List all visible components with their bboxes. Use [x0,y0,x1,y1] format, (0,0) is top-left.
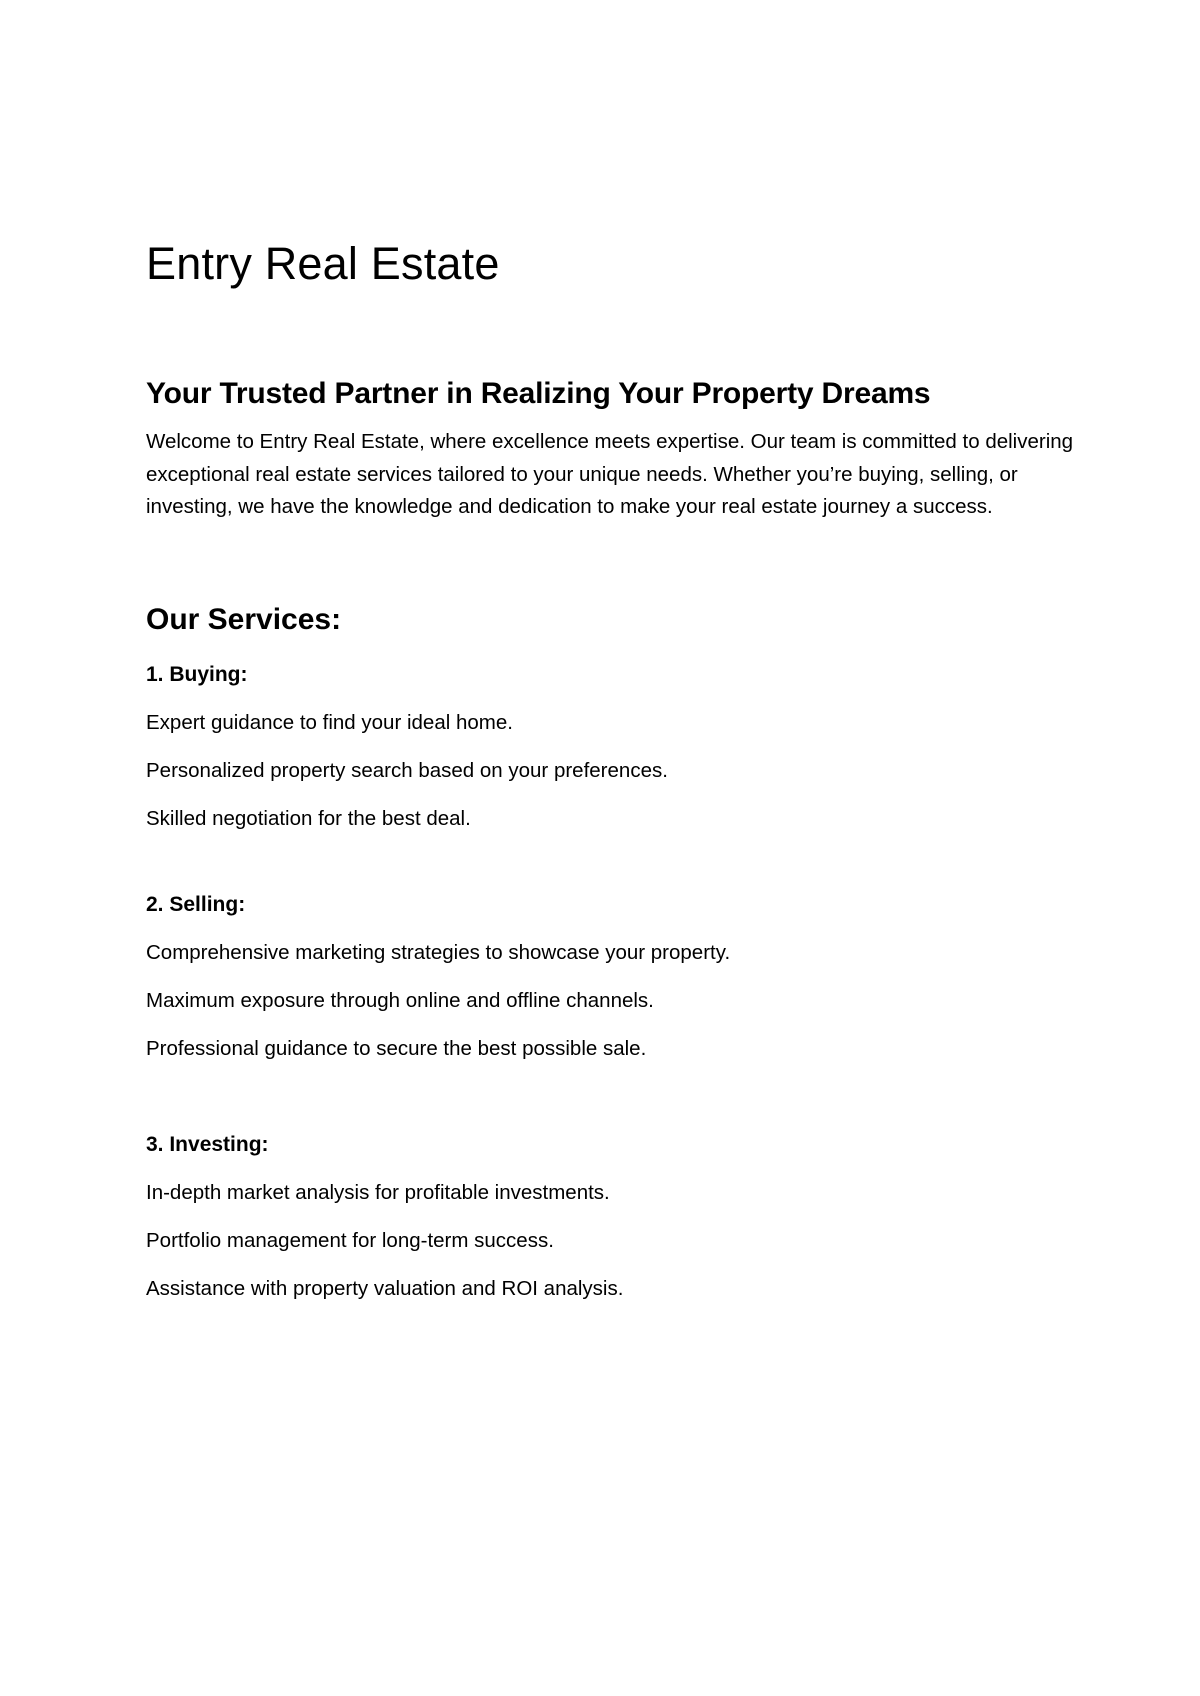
services-heading: Our Services: [146,602,342,636]
service-section-selling [146,890,1086,1064]
service-section-buying [146,660,1086,834]
section-heading: 1. Buying: [146,662,248,686]
service-item: Assistance with property valuation and ROI analysis. [146,1276,624,1300]
service-item: Comprehensive marketing strategies to showcase your property. [146,940,731,964]
service-item: Personalized property search based on your preferences. [146,758,668,782]
intro-paragraph: Welcome to Entry Real Estate, where excellence meets expertise. Our team is committed to delivering exceptional real estate services tailored to your unique needs. Whether you’re buying, selling, or investing, we have the knowledge and dedication to make your real estate journey a success. [146,430,1074,518]
document-content [146,236,1086,1304]
service-item: In-depth market analysis for profitable investments. [146,1180,610,1204]
service-item: Maximum exposure through online and offline channels. [146,988,654,1012]
document-subtitle: Your Trusted Partner in Realizing Your Property Dreams [146,377,931,410]
service-item: Professional guidance to secure the best possible sale. [146,1036,647,1060]
section-heading: 2. Selling: [146,892,246,916]
service-item: Expert guidance to find your ideal home. [146,710,513,734]
section-heading: 3. Investing: [146,1132,269,1156]
document-title: Entry Real Estate [146,238,500,289]
service-item: Skilled negotiation for the best deal. [146,806,471,830]
service-section-investing [146,1130,1086,1304]
service-item: Portfolio management for long-term success. [146,1228,554,1252]
